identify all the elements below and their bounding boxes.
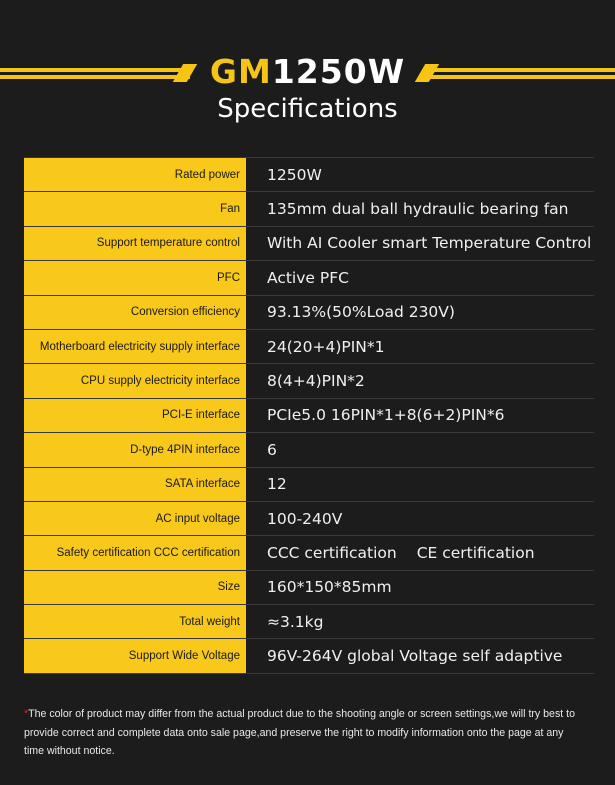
spec-row-motherboard-interface bbox=[24, 330, 594, 364]
spec-row-pfc bbox=[24, 261, 594, 295]
spec-value: Active PFC bbox=[247, 261, 594, 294]
spec-label: Total weight bbox=[24, 605, 247, 638]
spec-label: Fan bbox=[24, 192, 247, 225]
certification-ce: CE certification bbox=[416, 543, 535, 562]
spec-value: With AI Cooler smart Temperature Control bbox=[247, 227, 594, 260]
certification-ccc: CCC certification bbox=[267, 543, 397, 562]
page-title bbox=[0, 52, 615, 92]
spec-value: 1250W bbox=[247, 158, 594, 191]
spec-value: 6 bbox=[247, 433, 594, 466]
spec-label: SATA interface bbox=[24, 468, 247, 501]
spec-value: 24(20+4)PIN*1 bbox=[247, 330, 594, 363]
spec-label: CPU supply electricity interface bbox=[24, 364, 247, 397]
spec-label: Size bbox=[24, 571, 247, 604]
spec-row-dtype-4pin bbox=[24, 433, 594, 467]
spec-value: 93.13%(50%Load 230V) bbox=[247, 296, 594, 329]
spec-row-fan bbox=[24, 192, 594, 226]
spec-value: ≈3.1kg bbox=[247, 605, 594, 638]
spec-label: AC input voltage bbox=[24, 502, 247, 535]
spec-row-efficiency bbox=[24, 296, 594, 330]
spec-label: PFC bbox=[24, 261, 247, 294]
spec-row-temperature-control bbox=[24, 227, 594, 261]
brand-text: GM bbox=[209, 52, 272, 91]
spec-value: PCIe5.0 16PIN*1+8(6+2)PIN*6 bbox=[247, 399, 594, 432]
spec-label: D-type 4PIN interface bbox=[24, 433, 247, 466]
spec-label: Conversion efficiency bbox=[24, 296, 247, 329]
spec-value bbox=[247, 536, 594, 569]
model-text: 1250W bbox=[271, 52, 406, 91]
spec-row-safety-certification bbox=[24, 536, 594, 570]
spec-value: 12 bbox=[247, 468, 594, 501]
spec-value: 160*150*85mm bbox=[247, 571, 594, 604]
spec-label: Support Wide Voltage bbox=[24, 639, 247, 672]
asterisk-marker: * bbox=[24, 708, 29, 720]
spec-row-size bbox=[24, 571, 594, 605]
spec-value: 100-240V bbox=[247, 502, 594, 535]
spec-label: PCI-E interface bbox=[24, 399, 247, 432]
spec-row-sata bbox=[24, 468, 594, 502]
page-subtitle: Specifications bbox=[217, 94, 398, 124]
disclaimer-text: The color of product may differ from the actual product due to the shooting angle or screen settings,we will try best to provide correct and complete data onto sale page,and preserve the right to modify information onto the page at any time without notice. bbox=[24, 708, 575, 757]
spec-label: Support temperature control bbox=[24, 227, 247, 260]
spec-label: Rated power bbox=[24, 158, 247, 191]
spec-label: Safety certification CCC certification bbox=[24, 536, 247, 569]
spec-row-rated-power bbox=[24, 158, 594, 192]
disclaimer-note bbox=[24, 705, 584, 761]
spec-row-wide-voltage bbox=[24, 639, 594, 673]
spec-row-cpu-interface bbox=[24, 364, 594, 398]
header bbox=[0, 52, 615, 132]
spec-table bbox=[24, 157, 594, 674]
spec-value: 96V-264V global Voltage self adaptive bbox=[247, 639, 594, 672]
spec-row-ac-input bbox=[24, 502, 594, 536]
spec-row-pcie-interface bbox=[24, 399, 594, 433]
spec-row-weight bbox=[24, 605, 594, 639]
spec-value: 135mm dual ball hydraulic bearing fan bbox=[247, 192, 594, 225]
spec-label: Motherboard electricity supply interface bbox=[24, 330, 247, 363]
spec-value: 8(4+4)PIN*2 bbox=[247, 364, 594, 397]
